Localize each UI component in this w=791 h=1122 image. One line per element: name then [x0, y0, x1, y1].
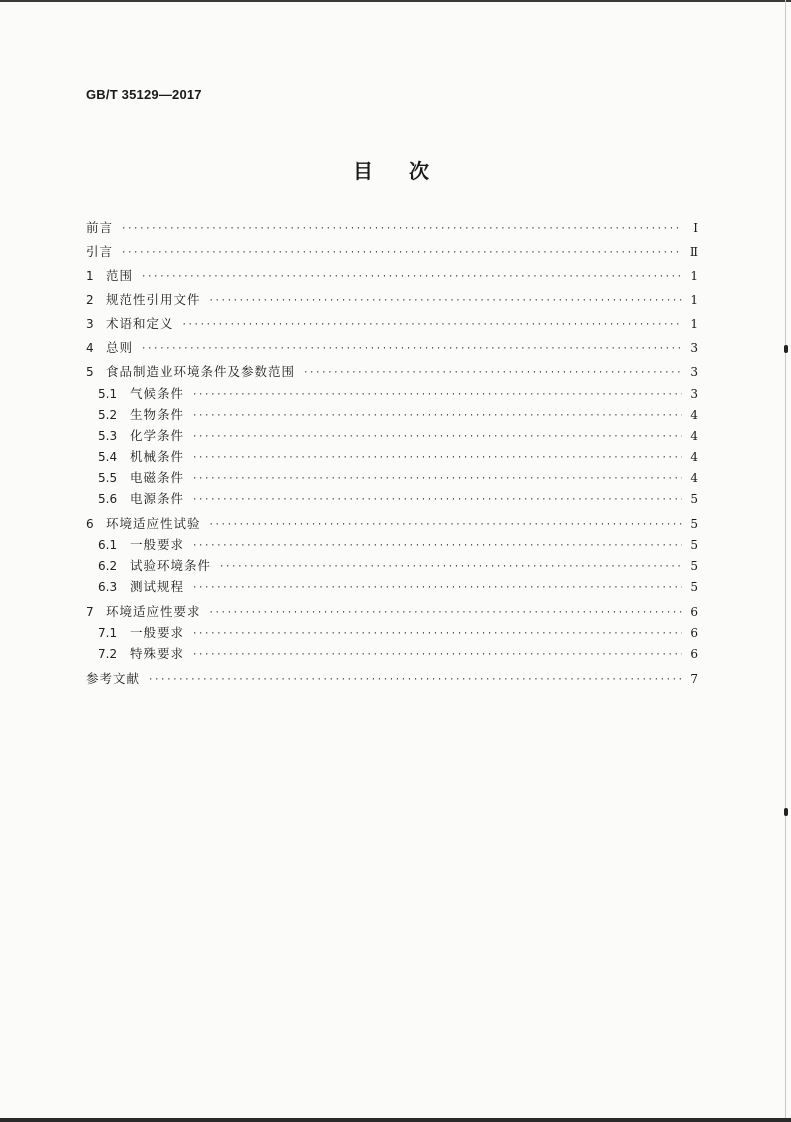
toc-entry[interactable]: [98, 645, 698, 663]
toc-leader-dots: [121, 244, 682, 262]
toc-entry-label: 生物条件: [130, 407, 185, 422]
toc-entry-label: 参考文献: [86, 671, 141, 686]
toc-leader-dots: [209, 292, 682, 310]
toc-entry-label: 引言: [86, 244, 114, 259]
toc-entry[interactable]: [86, 267, 698, 285]
toc-entry-number: 5.4: [98, 450, 118, 464]
toc-leader-dots: [192, 470, 682, 488]
toc-leader-dots: [192, 537, 682, 555]
page-title-char: 目: [353, 159, 373, 183]
scan-mark: [784, 345, 788, 353]
toc-entry-label: 规范性引用文件: [106, 292, 201, 307]
toc-entry-page-number: 6: [690, 605, 698, 619]
toc-entry-label: 前言: [86, 220, 114, 235]
toc-entry-number: 4: [86, 341, 94, 355]
page-title-char: 次: [409, 159, 429, 183]
toc-entry[interactable]: [86, 339, 698, 357]
toc-entry-page-number: 5: [690, 580, 698, 594]
toc-leader-dots: [192, 625, 682, 643]
toc-leader-dots: [192, 428, 682, 446]
toc-entry[interactable]: [86, 515, 698, 533]
toc-entry-label: 环境适应性要求: [106, 604, 201, 619]
toc-entry-page-number: 3: [690, 365, 698, 379]
toc-entry-number: 6: [86, 517, 94, 531]
toc-leader-dots: [303, 364, 682, 382]
toc-entry-number: 7.2: [98, 647, 118, 661]
toc-entry-label: 化学条件: [130, 428, 185, 443]
toc-entry-page-number: 1: [690, 269, 698, 283]
toc-entry-page-number: 3: [690, 387, 698, 401]
toc-entry-label: 电源条件: [130, 491, 185, 506]
toc-entry-label: 特殊要求: [130, 646, 185, 661]
toc-entry-number: 5.2: [98, 408, 118, 422]
document-code: GB/T 35129—2017: [86, 87, 202, 102]
toc-entry[interactable]: [86, 315, 698, 333]
toc-entry-page-number: 1: [690, 293, 698, 307]
toc-leader-dots: [219, 558, 682, 576]
toc-entry-page-number: 5: [690, 559, 698, 573]
toc-entry[interactable]: [98, 427, 698, 445]
toc-entry-page-number: 5: [690, 517, 698, 531]
toc-entry-page-number: 5: [690, 538, 698, 552]
toc-entry-page-number: 1: [690, 317, 698, 331]
toc-entry-label: 环境适应性试验: [106, 516, 201, 531]
toc-entry[interactable]: [98, 490, 698, 508]
toc-entry[interactable]: [98, 536, 698, 554]
toc-entry-label: 试验环境条件: [130, 558, 212, 573]
toc-entry-page-number: 6: [690, 647, 698, 661]
toc-entry[interactable]: [98, 448, 698, 466]
toc-leader-dots: [209, 604, 682, 622]
toc-leader-dots: [192, 407, 682, 425]
toc-entry-number: 7.1: [98, 626, 118, 640]
toc-entry-label: 范围: [106, 268, 134, 283]
scan-bottom-edge: [0, 1118, 791, 1122]
toc-entry-number: 5.1: [98, 387, 118, 401]
toc-leader-dots: [182, 316, 682, 334]
toc-entry-number: 5.5: [98, 471, 118, 485]
toc-entry[interactable]: [98, 624, 698, 642]
toc-leader-dots: [192, 646, 682, 664]
toc-entry-page-number: 4: [690, 471, 698, 485]
toc-entry[interactable]: [86, 603, 698, 621]
toc-entry-page-number: Ⅱ: [689, 245, 698, 259]
toc-entry-label: 机械条件: [130, 449, 185, 464]
toc-entry-page-number: 7: [690, 672, 698, 686]
toc-entry-page-number: 4: [690, 429, 698, 443]
toc-entry-page-number: 5: [690, 492, 698, 506]
toc-leader-dots: [192, 386, 682, 404]
toc-entry[interactable]: [98, 557, 698, 575]
toc-entry-number: 1: [86, 269, 94, 283]
toc-entry-number: 5.6: [98, 492, 118, 506]
toc-leader-dots: [141, 268, 682, 286]
toc-entry-label: 总则: [106, 340, 134, 355]
toc-entry[interactable]: [98, 469, 698, 487]
toc-entry-page-number: 6: [690, 626, 698, 640]
toc-leader-dots: [192, 449, 682, 467]
toc-entry-number: 5: [86, 365, 94, 379]
toc-entry[interactable]: [98, 385, 698, 403]
toc-entry-label: 术语和定义: [106, 316, 174, 331]
toc-entry[interactable]: [86, 219, 698, 237]
toc-entry[interactable]: [98, 578, 698, 596]
toc-leader-dots: [141, 340, 682, 358]
toc-leader-dots: [148, 671, 682, 689]
toc-entry-number: 2: [86, 293, 94, 307]
scan-top-edge: [0, 0, 791, 2]
toc-entry-number: 5.3: [98, 429, 118, 443]
toc-entry-number: 6.3: [98, 580, 118, 594]
toc-entry-number: 7: [86, 605, 94, 619]
page-title: [353, 155, 429, 184]
toc-leader-dots: [121, 220, 682, 238]
toc-entry-number: 6.1: [98, 538, 118, 552]
toc-leader-dots: [192, 579, 682, 597]
toc-leader-dots: [209, 516, 682, 534]
scan-mark: [784, 808, 788, 816]
toc-entry[interactable]: [86, 243, 698, 261]
toc-leader-dots: [192, 491, 682, 509]
scan-right-edge: [785, 0, 786, 1122]
toc-entry[interactable]: [86, 363, 698, 381]
toc-entry-number: 6.2: [98, 559, 118, 573]
toc-entry-label: 气候条件: [130, 386, 185, 401]
toc-entry-number: 3: [86, 317, 94, 331]
toc-entry-label: 测试规程: [130, 579, 185, 594]
toc-entry-page-number: Ⅰ: [693, 221, 698, 235]
toc-entry-label: 电磁条件: [130, 470, 185, 485]
toc-entry[interactable]: [86, 670, 698, 688]
toc-entry-label: 食品制造业环境条件及参数范围: [106, 364, 296, 379]
toc-entry-label: 一般要求: [130, 537, 185, 552]
toc-entry[interactable]: [98, 406, 698, 424]
toc-entry[interactable]: [86, 291, 698, 309]
toc-entry-page-number: 4: [690, 408, 698, 422]
toc-entry-label: 一般要求: [130, 625, 185, 640]
toc-entry-page-number: 3: [690, 341, 698, 355]
toc-entry-page-number: 4: [690, 450, 698, 464]
